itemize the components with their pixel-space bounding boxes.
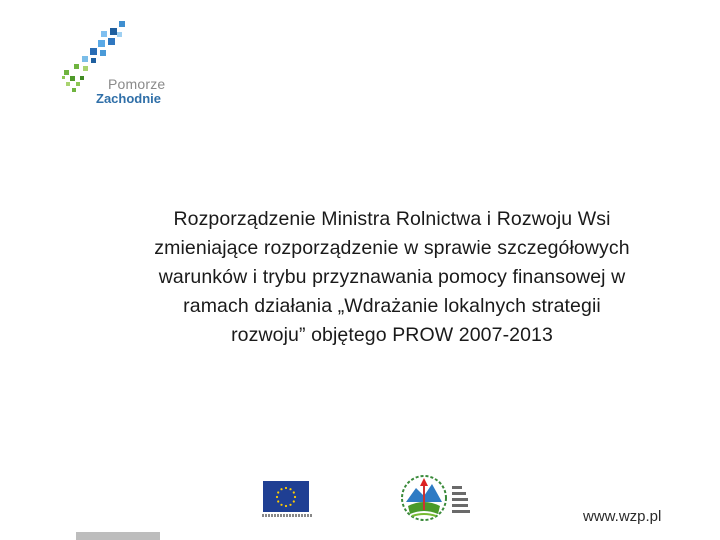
logo-text-pomorze: Pomorze [108, 76, 166, 92]
prow-logo-icon [398, 472, 450, 522]
logo-text-zachodnie: Zachodnie [96, 91, 162, 106]
eu-caption [262, 514, 312, 517]
page-title: Rozporządzenie Ministra Rolnictwa i Rozwoju Wsi zmieniające rozporządzenie w sprawie szczegółowych warunków i trybu przyznawania pomocy finansowej w ramach działania „Wdrażanie lokalnych strategii rozwoju” objętego PROW 2007-2013 [154, 208, 630, 346]
eu-flag-icon [263, 481, 309, 512]
website-url: www.wzp.pl [583, 508, 662, 525]
prow-logo-text [452, 486, 474, 516]
bottom-decorative-bar [76, 532, 160, 540]
